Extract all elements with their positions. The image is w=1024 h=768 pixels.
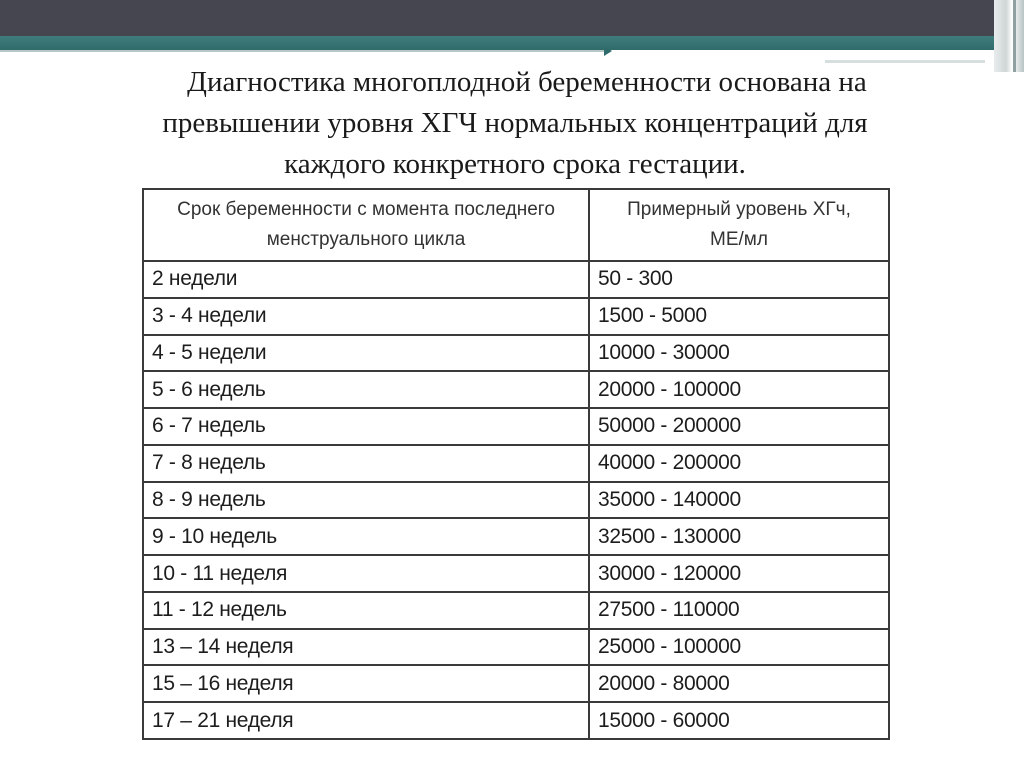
cell-level: 27500 - 110000 — [589, 592, 889, 629]
table-row — [143, 592, 889, 629]
title-line-1: Диагностика многоплодной беременности основана на — [187, 66, 867, 98]
slide-accent-bar — [0, 36, 1024, 50]
table-header-row — [143, 189, 889, 261]
cell-period: 4 - 5 недели — [143, 335, 589, 372]
cell-period: 2 недели — [143, 261, 589, 298]
title-line-3: каждого конкретного срока гестации. — [284, 148, 746, 180]
slide-edge-line — [1013, 0, 1016, 72]
table-row — [143, 371, 889, 408]
cell-period: 7 - 8 недель — [143, 445, 589, 482]
slide-header-bar — [0, 0, 1024, 36]
cell-level: 1500 - 5000 — [589, 298, 889, 335]
cell-level: 25000 - 100000 — [589, 629, 889, 666]
slide-title — [30, 62, 1000, 185]
table-row — [143, 665, 889, 702]
table-row — [143, 261, 889, 298]
header-period-line-2: менструального цикла — [266, 229, 466, 250]
table-row — [143, 298, 889, 335]
cell-level: 32500 - 130000 — [589, 518, 889, 555]
cell-level: 30000 - 120000 — [589, 555, 889, 592]
cell-period: 6 - 7 недель — [143, 408, 589, 445]
cell-level: 40000 - 200000 — [589, 445, 889, 482]
hcg-table-container — [142, 188, 888, 740]
hcg-levels-table — [142, 188, 890, 740]
table-row — [143, 555, 889, 592]
header-gestation-period — [143, 189, 589, 261]
cell-level: 15000 - 60000 — [589, 702, 889, 739]
table-row — [143, 335, 889, 372]
title-line-2: превышении уровня ХГЧ нормальных концентраций для — [162, 107, 868, 139]
table-row — [143, 702, 889, 739]
cell-period: 9 - 10 недель — [143, 518, 589, 555]
accent-arrow-icon — [604, 46, 612, 56]
table-row — [143, 482, 889, 519]
cell-period: 3 - 4 недели — [143, 298, 589, 335]
cell-level: 20000 - 80000 — [589, 665, 889, 702]
table-row — [143, 408, 889, 445]
accent-line — [0, 50, 604, 52]
header-period-line-1: Срок беременности с момента последнего — [177, 199, 555, 220]
cell-level: 35000 - 140000 — [589, 482, 889, 519]
cell-level: 10000 - 30000 — [589, 335, 889, 372]
table-row — [143, 629, 889, 666]
cell-level: 50 - 300 — [589, 261, 889, 298]
cell-level: 20000 - 100000 — [589, 371, 889, 408]
cell-period: 17 – 21 неделя — [143, 702, 589, 739]
cell-level: 50000 - 200000 — [589, 408, 889, 445]
table-row — [143, 518, 889, 555]
cell-period: 8 - 9 недель — [143, 482, 589, 519]
cell-period: 15 – 16 неделя — [143, 665, 589, 702]
table-row — [143, 445, 889, 482]
header-hcg-level — [589, 189, 889, 261]
cell-period: 5 - 6 недель — [143, 371, 589, 408]
header-level-line-2: МЕ/мл — [710, 229, 768, 250]
cell-period: 10 - 11 неделя — [143, 555, 589, 592]
cell-period: 11 - 12 недель — [143, 592, 589, 629]
cell-period: 13 – 14 неделя — [143, 629, 589, 666]
header-level-line-1: Примерный уровень ХГч, — [627, 199, 851, 220]
